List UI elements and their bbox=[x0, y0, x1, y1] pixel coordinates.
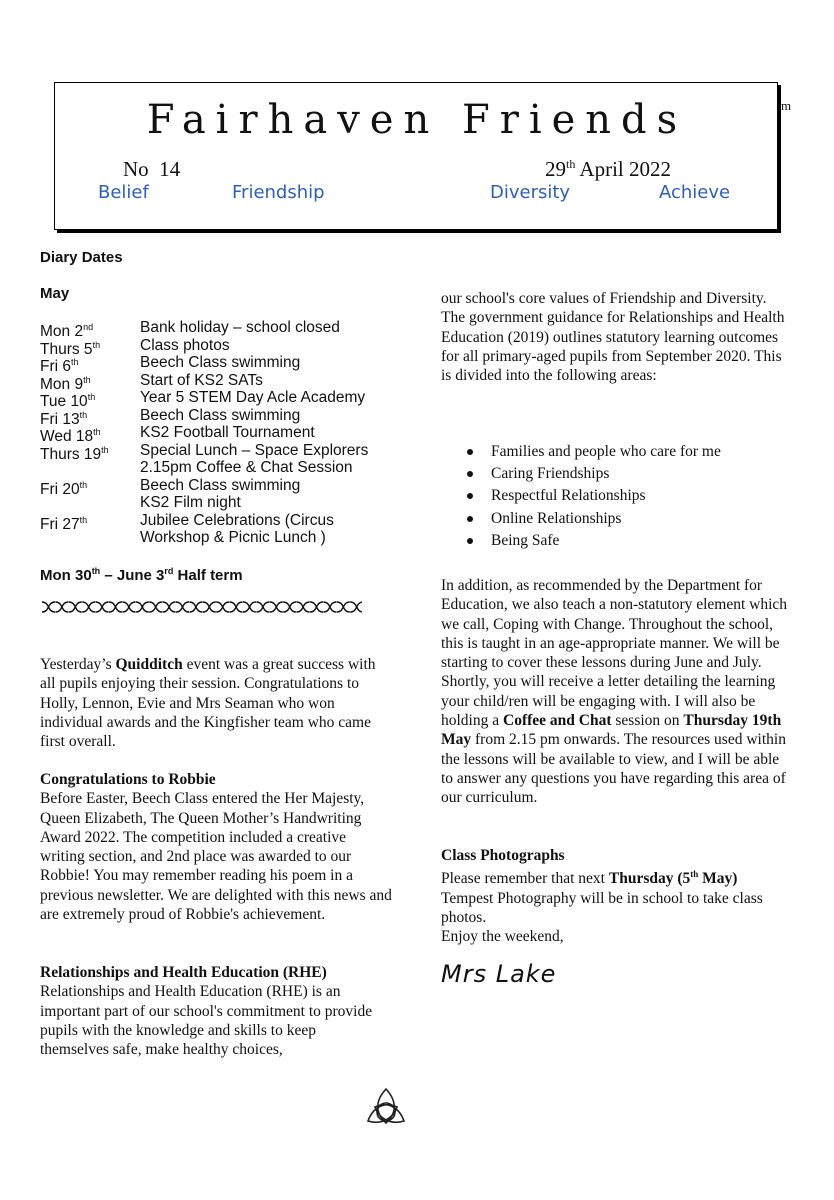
diary-event: Special Lunch – Space Explorers bbox=[140, 441, 369, 459]
list-item-label: Families and people who care for me bbox=[491, 443, 721, 460]
value-belief: Belief bbox=[98, 182, 149, 203]
rhe-addition-paragraph bbox=[441, 576, 791, 808]
value-friendship: Friendship bbox=[232, 182, 325, 203]
diary-day: Thurs 5 bbox=[40, 340, 93, 358]
diary-day-sup: th bbox=[71, 357, 79, 367]
quidditch-text-a: Yesterday’s bbox=[40, 656, 116, 673]
diary-month: May bbox=[40, 285, 70, 302]
diary-day-sup: th bbox=[87, 392, 96, 402]
diary-day: Tue 10 bbox=[40, 393, 88, 411]
list-item-label: Caring Friendships bbox=[491, 465, 610, 483]
diary-day-sup: th bbox=[79, 514, 88, 525]
rhe-text-right: our school's core values of Friendship and Diversity. bbox=[441, 290, 767, 307]
rhe-thursday-bold: Thursday 19th May bbox=[441, 712, 782, 749]
diary-event: Beech Class swimming bbox=[140, 354, 301, 371]
rhe-guidance: The government guidance for Relationships and Health Education (2019) outlines statutory learning outcomes for all primary-aged pupils from September 2020. This is divided into the following areas: bbox=[441, 309, 785, 385]
list-item-label: Respectful Relationships bbox=[491, 487, 646, 505]
diary-day-sup: th bbox=[83, 374, 91, 385]
signature: Mrs Lake bbox=[441, 960, 557, 988]
rhe-section bbox=[40, 963, 380, 1059]
robbie-section bbox=[40, 770, 392, 924]
value-diversity: Diversity bbox=[490, 182, 571, 203]
issue-date bbox=[545, 157, 671, 182]
robbie-heading: Congratulations to Robbie bbox=[40, 771, 216, 788]
quidditch-bold: Quidditch bbox=[115, 656, 183, 673]
half-term-end: – June 3 bbox=[100, 567, 165, 584]
celtic-knot-border bbox=[40, 600, 362, 614]
photos-section bbox=[441, 846, 791, 947]
date-suffix: th bbox=[566, 157, 576, 171]
bullet-icon bbox=[467, 493, 473, 499]
issue-number: No 14 bbox=[123, 157, 181, 181]
photos-date-b: May) bbox=[698, 870, 738, 888]
masthead-box bbox=[54, 82, 778, 230]
diary-event-line2: Workshop & Picnic Lunch ) bbox=[140, 529, 326, 546]
list-item-label: Online Relationships bbox=[491, 509, 622, 527]
diary-day: Fri 6 bbox=[40, 358, 71, 376]
rhe-heading: Relationships and Health Education (RHE) bbox=[40, 964, 327, 981]
diary-event-line2: 2.15pm Coffee & Chat Session bbox=[140, 459, 353, 476]
date-day: 29 bbox=[545, 157, 566, 181]
closing-line: Enjoy the weekend, bbox=[441, 928, 564, 946]
rhe-addition-c: from 2.15 pm onwards. The resources used within the lessons will be available to view, and I will be able to answer any questions you have regarding this area of our curriculum. bbox=[441, 731, 786, 807]
photos-date-a: Thursday (5 bbox=[608, 870, 691, 888]
diary-event: Year 5 STEM Day Acle Academy bbox=[140, 389, 366, 406]
diary-day: Mon 2 bbox=[40, 323, 84, 341]
photos-text bbox=[441, 865, 791, 927]
photos-text-b: Tempest Photography will be in school to take class photos. bbox=[441, 889, 763, 927]
list-item bbox=[441, 463, 791, 485]
rhe-addition-a: In addition, as recommended by the Department for Education, we also teach a non-statutory element which we call, Coping with Change. Throughout the school, this is taught in an age-appropriate manner. We will be starting to cover these lessons during June and July. Shortly, you will receive a letter detailing the learning your child/ren will be engaging with. I will also be holding a bbox=[441, 577, 788, 730]
diary-event-line2: KS2 Film night bbox=[140, 494, 241, 511]
bullet-icon bbox=[467, 516, 473, 522]
half-term-end-sup: rd bbox=[164, 566, 174, 576]
diary-day-sup: th bbox=[79, 409, 88, 420]
photos-date-bold bbox=[609, 870, 738, 887]
diary-event: KS2 Football Tournament bbox=[140, 424, 315, 441]
diary-heading: Diary Dates bbox=[40, 249, 123, 266]
diary-event: Jubilee Celebrations (Circus bbox=[140, 511, 334, 529]
rhe-continued bbox=[441, 289, 791, 385]
newsletter-title: Fairhaven Friends bbox=[146, 97, 688, 143]
quidditch-text-b: event was a great success with all pupils enjoying their session. Congratulations to Holly, Lennon, Evie and Mrs Seaman who won individual awards and the Kingfisher team who came first overall. bbox=[40, 656, 376, 751]
diary-event: Beech Class swimming bbox=[140, 476, 301, 494]
diary-day-sup: th bbox=[79, 479, 88, 490]
diary-day: Fri 13 bbox=[40, 410, 80, 428]
photos-text-a: Please remember that next bbox=[441, 870, 609, 888]
diary-day-sup: th bbox=[92, 339, 101, 350]
half-term-start-sup: th bbox=[91, 566, 101, 576]
stray-mark: m bbox=[781, 98, 792, 113]
diary-day: Fri 20 bbox=[40, 480, 80, 498]
half-term-label: Half term bbox=[173, 567, 243, 584]
photos-heading: Class Photographs bbox=[441, 847, 565, 864]
diary-day-sup: th bbox=[101, 444, 109, 455]
diary-day: Wed 18 bbox=[40, 428, 94, 446]
rhe-text-left: Relationships and Health Education (RHE) is an important part of our school's commitment to provide pupils with the knowledge and skills to keep themselves safe, make healthy choices, bbox=[40, 983, 373, 1059]
photos-date-sup: th bbox=[690, 869, 699, 880]
bullet-icon bbox=[467, 449, 473, 455]
diary-event: Bank holiday – school closed bbox=[140, 319, 340, 336]
list-item bbox=[441, 530, 791, 552]
half-term-notice bbox=[40, 566, 243, 584]
rhe-coffee-bold: Coffee and Chat bbox=[503, 712, 612, 730]
rhe-areas-list bbox=[441, 441, 791, 552]
robbie-text: Before Easter, Beech Class entered the Her Majesty, Queen Elizabeth, The Queen Mother’s Handwriting Award 2022. The competition included a creative writing section, and 2nd place was awarded to our Robbie! You may remember reading his poem in a previous newsletter. We are delighted with this news and are extremely proud of Robbie's achievement. bbox=[40, 790, 392, 924]
bullet-icon bbox=[467, 471, 473, 477]
diary-event: Class photos bbox=[140, 336, 230, 354]
rhe-addition-b: session on bbox=[611, 712, 684, 730]
diary-event: Beech Class swimming bbox=[140, 406, 301, 424]
list-item bbox=[441, 508, 791, 530]
list-item bbox=[441, 441, 791, 463]
diary-day-sup: th bbox=[93, 427, 101, 437]
diary-day-sup: nd bbox=[83, 322, 94, 332]
diary-event: Start of KS2 SATs bbox=[140, 371, 263, 389]
diary-day: Thurs 19 bbox=[40, 445, 102, 463]
quidditch-paragraph bbox=[40, 655, 392, 751]
value-achieve: Achieve bbox=[659, 182, 731, 203]
half-term-start: Mon 30 bbox=[40, 567, 92, 584]
list-item-label: Being Safe bbox=[491, 531, 560, 549]
diary-day: Fri 27 bbox=[40, 515, 80, 533]
diary-day: Mon 9 bbox=[40, 375, 84, 393]
triquetra-knot-icon bbox=[363, 1085, 409, 1131]
date-rest: April 2022 bbox=[575, 157, 672, 181]
list-item bbox=[441, 485, 791, 507]
bullet-icon bbox=[467, 538, 473, 544]
